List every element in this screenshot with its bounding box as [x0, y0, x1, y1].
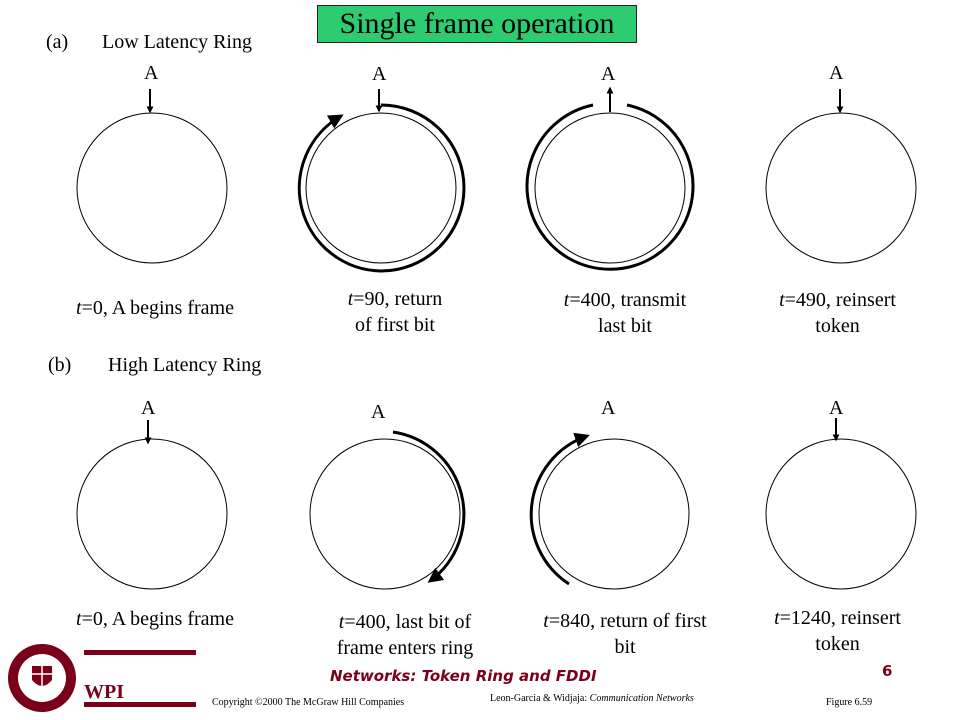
- section-a-label: Low Latency Ring: [102, 31, 252, 53]
- section-b-label: High Latency Ring: [108, 354, 262, 376]
- wpi-logo: [4, 640, 199, 718]
- ring-b1: [77, 397, 227, 589]
- station-a-label: A: [144, 62, 159, 84]
- ring-b4: [766, 397, 916, 589]
- page-number: 6: [882, 662, 893, 680]
- ring-circle: [535, 113, 685, 263]
- caption-a2: t=90, return of first bit: [347, 288, 443, 336]
- ring-b2: [310, 401, 464, 589]
- caption-b2: t=400, last bit of frame enters ring: [336, 611, 474, 659]
- frame-arc-full: [527, 105, 693, 269]
- diagram-title: Single frame operation: [317, 5, 637, 43]
- station-a-label: A: [371, 401, 386, 423]
- ring-circle: [306, 113, 456, 263]
- ring-a1: [77, 62, 227, 263]
- ring-a3: [527, 63, 693, 269]
- ring-circle: [539, 439, 689, 589]
- copyright: Copyright ©2000 The McGraw Hill Companies: [212, 697, 405, 708]
- ring-a2: [299, 63, 464, 271]
- citation: Leon-Garcia & Widjaja: Communication Networks: [490, 693, 694, 704]
- ring-circle: [77, 439, 227, 589]
- caption-b4: t=1240, reinsert token: [774, 607, 901, 655]
- figure-number: Figure 6.59: [826, 697, 873, 708]
- caption-a3: t=400, transmit last bit: [563, 289, 687, 337]
- caption-a4: t=490, reinsert token: [779, 289, 896, 337]
- station-a-label: A: [141, 397, 156, 419]
- station-a-label: A: [372, 63, 387, 85]
- section-a-letter: (a): [46, 31, 69, 53]
- ring-b3: [531, 397, 689, 589]
- ring-a4: [766, 62, 916, 263]
- station-a-label: A: [601, 397, 616, 419]
- station-a-label: A: [829, 397, 844, 419]
- ring-circle: [766, 439, 916, 589]
- section-b-letter: (b): [48, 354, 72, 376]
- frame-arc-outer: [381, 105, 464, 271]
- caption-b3: t=840, return of first bit: [543, 610, 707, 658]
- caption-a1: t=0, A begins frame: [76, 297, 234, 319]
- ring-circle: [310, 439, 460, 589]
- course-title: Networks: Token Ring and FDDI: [330, 667, 597, 685]
- wpi-wordmark: WPI: [84, 681, 124, 703]
- station-a-label: A: [601, 63, 616, 85]
- caption-b1: t=0, A begins frame: [76, 608, 234, 630]
- frame-arc: [393, 432, 464, 581]
- ring-circle: [766, 113, 916, 263]
- ring-circle: [77, 113, 227, 263]
- frame-arc-returning: [299, 116, 381, 271]
- station-a-label: A: [829, 62, 844, 84]
